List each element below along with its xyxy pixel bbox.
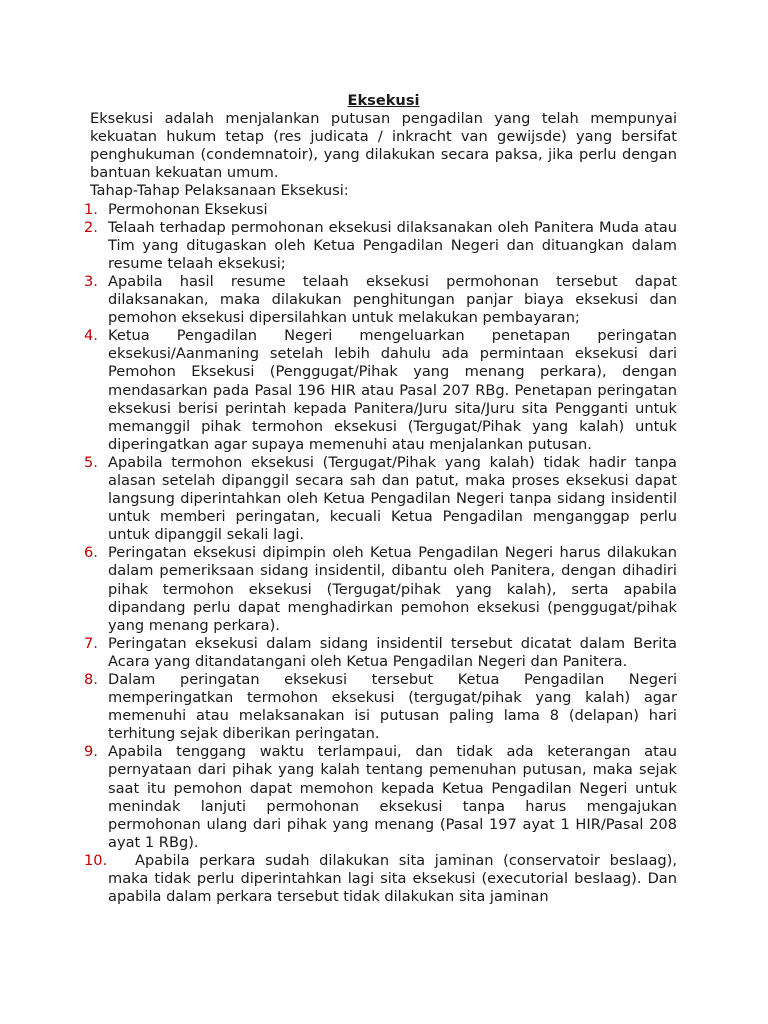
list-number: 5. — [84, 453, 98, 471]
list-number: 3. — [84, 272, 98, 290]
list-item — [84, 327, 677, 454]
list-item — [84, 453, 677, 544]
list-item-text: Peringatan eksekusi dipimpin oleh Ketua Pengadilan Negeri harus dilakukan dalam pemeriksaan sidang insidentil, dibantu oleh Panitera, dengan dihadiri pihak termohon eksekusi (Tergugat/pihak yang kalah), serta apabila dipandang perlu dapat menghadirkan pemohon eksekusi (penggugat/pihak yang menang perkara). — [108, 544, 677, 634]
list-number: 8. — [84, 671, 98, 688]
list-item-text: Permohonan Eksekusi — [108, 200, 268, 218]
list-item-text: Dalam peringatan eksekusi tersebut Ketua Pengadilan Negeri memperingatkan termohon eksekusi (tergugat/pihak yang kalah) agar memenuhi atau melaksanakan isi putusan paling lama 8 (delapan) hari terhitung sejak diberikan peringatan. — [108, 671, 677, 743]
intro-paragraph: Eksekusi adalah menjalankan putusan pengadilan yang telah mempunyai kekuatan hukum tetap (res judicata / inkracht van gewijsde) yang bersifat penghukuman (condemnatoir), yang dilakukan secara paksa, jika perlu dengan bantuan kekuatan umum. — [90, 110, 677, 182]
list-item-text: Ketua Pengadilan Negeri mengeluarkan penetapan peringatan eksekusi/Aanmaning setelah lebih dahulu ada permintaan eksekusi dari Pemohon Eksekusi (Penggugat/Pihak yang menang perkara), dengan mendasarkan pada Pasal 196 HIR atau Pasal 207 RBg. Penetapan peringatan eksekusi berisi perintah kepada Panitera/Juru sita/Juru sita Pengganti untuk memanggil pihak termohon eksekusi (Tergugat/Pihak yang kalah) untuk diperingatkan agar supaya memenuhi atau menjalankan putusan. — [108, 327, 677, 453]
list-number: 1. — [84, 200, 98, 218]
document-title: Eksekusi — [347, 92, 420, 109]
list-item — [84, 272, 677, 327]
list-number: 9. — [84, 743, 98, 761]
list-item — [84, 544, 677, 634]
list-number: 6. — [84, 544, 98, 562]
list-item-text: Apabila hasil resume telaah eksekusi permohonan tersebut dapat dilaksanakan, maka dilakukan penghitungan panjar biaya eksekusi dan pemohon eksekusi dipersilahkan untuk melakukan pembayaran; — [108, 272, 677, 327]
list-item — [84, 851, 677, 906]
list-item-text: Apabila tenggang waktu terlampaui, dan tidak ada keterangan atau pernyataan dari pihak yang kalah tentang pemenuhan putusan, maka sejak saat itu pemohon dapat memohon kepada Ketua Pengadilan Negeri untuk menindak lanjuti permohonan eksekusi tanpa harus mengajukan permohonan ulang dari pihak yang menang (Pasal 197 ayat 1 HIR/Pasal 208 ayat 1 RBg). — [108, 743, 677, 851]
list-item — [84, 218, 677, 273]
list-number: 2. — [84, 218, 98, 236]
steps-list — [84, 200, 677, 907]
list-number: 7. — [84, 634, 98, 652]
list-number: 4. — [84, 327, 98, 345]
list-item-text: Peringatan eksekusi dalam sidang insidentil tersebut dicatat dalam Berita Acara yang ditandatangani oleh Ketua Pengadilan Negeri dan Panitera. — [108, 634, 677, 670]
list-number: 10. — [84, 851, 108, 869]
list-item-text: Apabila termohon eksekusi (Tergugat/Pihak yang kalah) tidak hadir tanpa alasan setelah dipanggil secara sah dan patut, maka proses eksekusi dapat langsung diperintahkan oleh Ketua Pengadilan Negeri tanpa sidang insidentil untuk memberi peringatan, kecuali Ketua Pengadilan menganggap perlu untuk dipanggil sekali lagi. — [108, 453, 677, 544]
list-item — [84, 634, 677, 671]
list-item-text: Apabila perkara sudah dilakukan sita jaminan (conservatoir beslaag), maka tidak perlu diperintahkan lagi sita eksekusi (executorial beslaag). Dan apabila dalam perkara tersebut tidak dilakukan sita jaminan — [108, 851, 677, 906]
list-item — [84, 743, 677, 852]
list-item — [84, 200, 677, 219]
list-item — [84, 671, 677, 743]
list-item-text: Telaah terhadap permohonan eksekusi dilaksanakan oleh Panitera Muda atau Tim yang ditugaskan oleh Ketua Pengadilan Negeri dan dituangkan dalam resume telaah eksekusi; — [108, 218, 677, 272]
steps-heading: Tahap-Tahap Pelaksanaan Eksekusi: — [90, 182, 349, 200]
